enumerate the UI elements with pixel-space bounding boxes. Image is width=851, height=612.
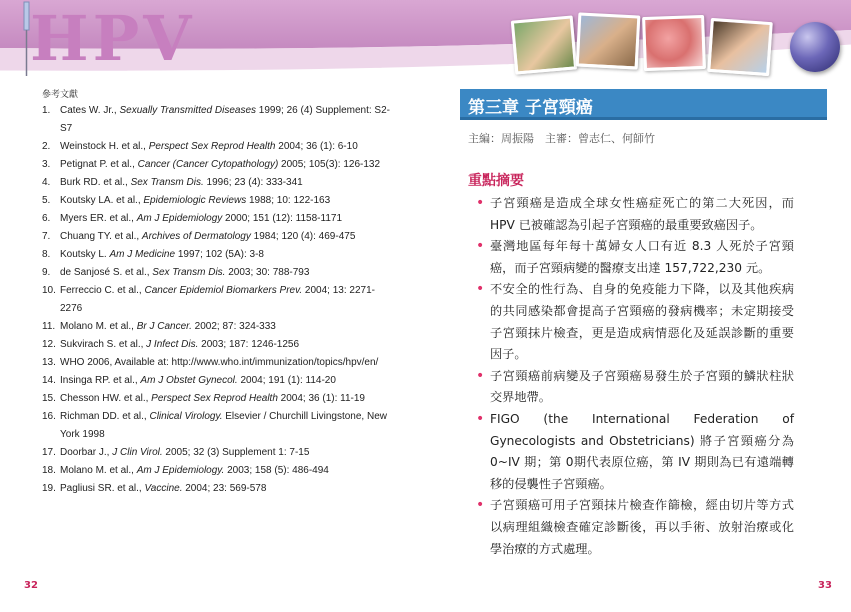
reference-text bbox=[60, 318, 397, 336]
reference-number: 2. bbox=[42, 141, 51, 152]
photo-cervical-cells bbox=[642, 15, 706, 71]
reference-number: 4. bbox=[42, 177, 51, 188]
bullet-dot-icon: • bbox=[476, 367, 485, 384]
reference-journal: Am J Medicine bbox=[109, 249, 176, 260]
reference-journal: Sexually Transmitted Diseases bbox=[119, 105, 257, 116]
reference-authors: Sukvirach S. et al., bbox=[60, 339, 147, 350]
reference-journal: Epidemiologic Reviews bbox=[143, 195, 247, 206]
reference-number: 6. bbox=[42, 213, 51, 224]
summary-bullet-text: 不安全的性行為、自身的免疫能力下降，以及其他疾病的共同感染都會提高子宮頸癌的發病機率；未定期接受子宮頸抹片檢查，更是造成病情惡化及延誤診斷的重要因子。 bbox=[490, 282, 794, 362]
reference-item bbox=[42, 390, 397, 408]
chapter-title: 第三章 子宮頸癌 bbox=[468, 98, 593, 118]
reference-citation: 2003; 30: 788-793 bbox=[225, 267, 310, 278]
summary-bullet bbox=[476, 236, 794, 279]
reference-citation: 2003; 187: 1246-1256 bbox=[198, 339, 300, 350]
bullet-dot-icon: • bbox=[476, 281, 485, 298]
reference-text bbox=[60, 354, 397, 372]
reference-authors: de Sanjosé S. et al., bbox=[60, 267, 153, 278]
summary-bullet bbox=[476, 366, 794, 409]
reference-authors: Molano M. et al., bbox=[60, 465, 137, 476]
reference-text bbox=[60, 282, 397, 318]
reference-text bbox=[60, 408, 397, 444]
reference-text bbox=[60, 462, 397, 480]
reference-citation: 2004; 36 (1): 6-10 bbox=[275, 141, 358, 152]
reference-authors: WHO 2006, Available at: http://www.who.int/immunization/topics/hpv/en/ bbox=[60, 357, 379, 368]
reference-journal: Perspect Sex Reprod Health bbox=[151, 393, 278, 404]
reference-authors: Doorbar J., bbox=[60, 447, 113, 458]
page-number-right: 33 bbox=[818, 580, 832, 591]
reference-citation: 2000; 151 (12): 1158-1171 bbox=[222, 213, 343, 224]
reference-item bbox=[42, 318, 397, 336]
reference-journal: Perspect Sex Reprod Health bbox=[148, 141, 276, 152]
reference-number: 16. bbox=[42, 411, 56, 422]
reference-journal: Am J Epidemiology. bbox=[136, 465, 225, 476]
reference-text bbox=[60, 228, 397, 246]
summary-bullet-text: 子宮頸癌是造成全球女性癌症死亡的第二大死因，而HPV 已被確認為引起子宮頸癌的最重要致癌因子。 bbox=[490, 196, 794, 232]
reference-number: 19. bbox=[42, 483, 56, 494]
reference-item bbox=[42, 138, 397, 156]
reference-journal: Sex Transm Dis. bbox=[130, 177, 204, 188]
reference-citation: 2003; 158 (5): 486-494 bbox=[224, 465, 329, 476]
reference-item bbox=[42, 462, 397, 480]
reference-citation: 2005; 32 (3) Supplement 1: 7-15 bbox=[162, 447, 310, 458]
reference-citation: 1997; 102 (5A): 3-8 bbox=[175, 249, 264, 260]
photo-mother-daughter bbox=[511, 15, 577, 74]
reference-number: 11. bbox=[42, 321, 56, 332]
hpv-logo: HPV bbox=[30, 2, 196, 75]
reference-authors: Burk RD. et al., bbox=[60, 177, 131, 188]
summary-bullet bbox=[476, 409, 794, 495]
reference-item bbox=[42, 102, 397, 138]
reference-journal: Am J Epidemiology bbox=[136, 213, 223, 224]
reference-number: 8. bbox=[42, 249, 51, 260]
reference-authors: Ferreccio C. et al., bbox=[60, 285, 145, 296]
reference-text bbox=[60, 192, 397, 210]
reference-item bbox=[42, 228, 397, 246]
reference-text bbox=[60, 264, 397, 282]
header-photo-strip bbox=[513, 12, 783, 72]
reference-item bbox=[42, 444, 397, 462]
reference-authors: Weinstock H. et al., bbox=[60, 141, 149, 152]
editors-line: 主編：周振陽 主審：曾志仁、何師竹 bbox=[468, 132, 655, 145]
reference-journal: Archives of Dermatology bbox=[141, 231, 251, 242]
reference-item bbox=[42, 246, 397, 264]
photo-two-women bbox=[707, 18, 773, 76]
reference-authors: Chesson HW. et al., bbox=[60, 393, 152, 404]
reference-text bbox=[60, 102, 397, 138]
reference-item bbox=[42, 156, 397, 174]
reference-number: 7. bbox=[42, 231, 51, 242]
reference-authors: Petignat P. et al., bbox=[60, 159, 138, 170]
reference-authors: Koutsky LA. et al., bbox=[60, 195, 144, 206]
reference-citation: 2004; 36 (1): 11-19 bbox=[277, 393, 365, 404]
reference-journal: Cancer Epidemiol Biomarkers Prev. bbox=[144, 285, 303, 296]
reference-text bbox=[60, 246, 397, 264]
summary-heading: 重點摘要 bbox=[468, 173, 524, 189]
reference-item bbox=[42, 336, 397, 354]
reference-citation: 2002; 87: 324-333 bbox=[191, 321, 276, 332]
bullet-dot-icon: • bbox=[476, 195, 485, 211]
reference-journal: Clinical Virology. bbox=[149, 411, 223, 422]
summary-bullet-text: 子宮頸癌可用子宮頸抹片檢查作篩檢，經由切片等方式以病理組織檢查確定診斷後，再以手術、放射治療或化學治療的方式處理。 bbox=[490, 498, 794, 556]
reference-text bbox=[60, 174, 397, 192]
reference-citation: Elsevier / Churchill Livingstone, New York 1998 bbox=[60, 411, 387, 440]
reference-number: 5. bbox=[42, 195, 51, 206]
reference-text bbox=[60, 372, 397, 390]
reference-number: 9. bbox=[42, 267, 51, 278]
reference-authors: Molano M. et al., bbox=[60, 321, 137, 332]
reference-number: 14. bbox=[42, 375, 56, 386]
reference-text bbox=[60, 480, 397, 498]
reference-journal: J Clin Virol. bbox=[112, 447, 163, 458]
reference-text bbox=[60, 210, 397, 228]
summary-bullet-list bbox=[476, 193, 794, 560]
reference-authors: Cates W. Jr., bbox=[60, 105, 120, 116]
reference-item bbox=[42, 192, 397, 210]
reference-journal: Vaccine. bbox=[144, 483, 183, 494]
page-number-left: 32 bbox=[24, 580, 38, 591]
reference-number: 17. bbox=[42, 447, 56, 458]
reference-number: 12. bbox=[42, 339, 56, 350]
reference-item bbox=[42, 480, 397, 498]
reference-journal: Br J Cancer. bbox=[136, 321, 192, 332]
reference-citation: 2004; 191 (1): 114-20 bbox=[237, 375, 336, 386]
summary-bullet bbox=[476, 495, 794, 560]
photo-family-group bbox=[576, 12, 641, 69]
reference-citation: 1984; 120 (4): 469-475 bbox=[250, 231, 356, 242]
reference-number: 18. bbox=[42, 465, 56, 476]
reference-authors: Richman DD. et al., bbox=[60, 411, 150, 422]
virus-ball-icon bbox=[790, 22, 840, 72]
reference-citation: 1999; 26 (4) Supplement: S2-S7 bbox=[60, 105, 390, 134]
reference-citation: 2005; 105(3): 126-132 bbox=[278, 159, 381, 170]
reference-number: 13. bbox=[42, 357, 56, 368]
reference-item bbox=[42, 354, 397, 372]
reference-citation: 1988; 10: 122-163 bbox=[246, 195, 331, 206]
reference-number: 3. bbox=[42, 159, 51, 170]
reference-authors: Pagliusi SR. et al., bbox=[60, 483, 145, 494]
reference-text bbox=[60, 444, 397, 462]
reference-authors: Koutsky L. bbox=[60, 249, 110, 260]
summary-bullet bbox=[476, 193, 794, 236]
reference-text bbox=[60, 390, 397, 408]
chapter-title-bar bbox=[460, 89, 827, 120]
summary-bullet-text: FIGO (the International Federation of Gynecologists and Obstetricians) 將子宮頸癌分為 0~IV 期；第 0期代表原位癌，第 IV 期則為已有遠端轉移的侵襲性子宮頸癌。 bbox=[490, 411, 794, 491]
reference-item bbox=[42, 174, 397, 192]
reference-journal: Sex Transm Dis. bbox=[152, 267, 226, 278]
reference-number: 1. bbox=[42, 105, 51, 116]
reference-journal: J Infect Dis. bbox=[146, 339, 199, 350]
reference-list bbox=[42, 102, 397, 498]
reference-item bbox=[42, 282, 397, 318]
reference-item bbox=[42, 264, 397, 282]
reference-item bbox=[42, 210, 397, 228]
reference-citation: 2004; 23: 569-578 bbox=[182, 483, 267, 494]
reference-number: 10. bbox=[42, 285, 56, 296]
bullet-dot-icon: • bbox=[476, 238, 485, 255]
bullet-dot-icon: • bbox=[476, 410, 485, 427]
reference-journal: Cancer (Cancer Cytopathology) bbox=[137, 159, 279, 170]
reference-text bbox=[60, 336, 397, 354]
summary-bullet-text: 臺灣地區每年每十萬婦女人口有近 8.3 人死於子宮頸癌，而子宮頸病變的醫療支出達 157,722,230 元。 bbox=[490, 239, 794, 275]
reference-authors: Myers ER. et al., bbox=[60, 213, 137, 224]
references-heading: 參考文獻 bbox=[42, 90, 79, 100]
reference-authors: Insinga RP. et al., bbox=[60, 375, 141, 386]
summary-bullet-text: 子宮頸癌前病變及子宮頸癌易發生於子宮頸的鱗狀柱狀交界地帶。 bbox=[490, 368, 794, 405]
reference-journal: Am J Obstet Gynecol. bbox=[140, 375, 238, 386]
reference-item bbox=[42, 408, 397, 444]
reference-authors: Chuang TY. et al., bbox=[60, 231, 142, 242]
page-header bbox=[0, 0, 851, 90]
reference-number: 15. bbox=[42, 393, 56, 404]
reference-text bbox=[60, 156, 397, 174]
summary-bullet bbox=[476, 279, 794, 365]
reference-citation: 2004; 13: 2271-2276 bbox=[60, 285, 375, 314]
reference-citation: 1996; 23 (4): 333-341 bbox=[203, 177, 303, 188]
bullet-dot-icon: • bbox=[476, 497, 485, 514]
reference-item bbox=[42, 372, 397, 390]
reference-text bbox=[60, 138, 397, 156]
